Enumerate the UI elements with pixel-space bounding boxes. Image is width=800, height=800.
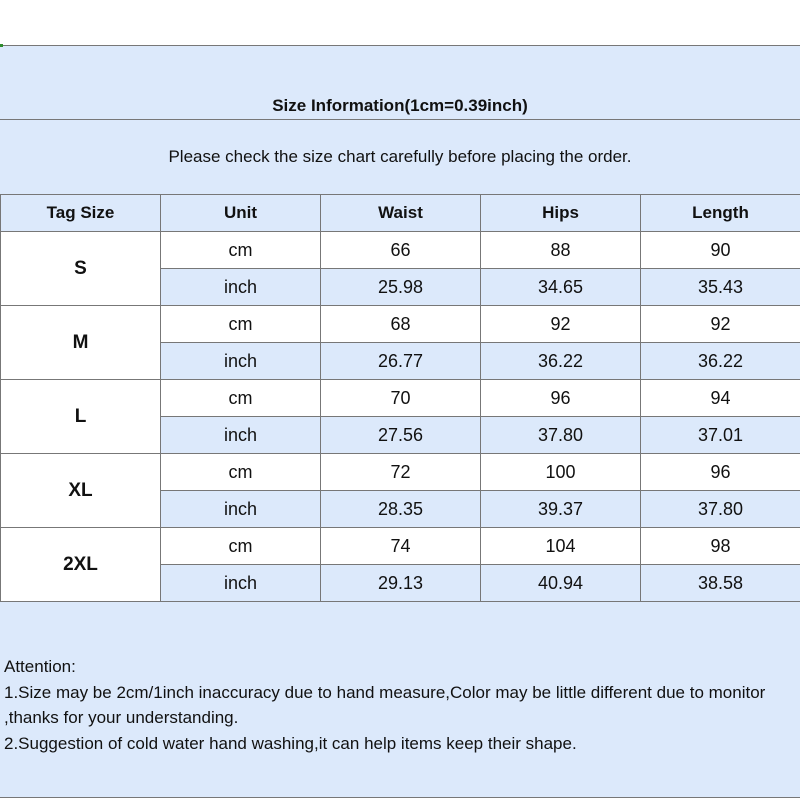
length-cell: 94 (641, 380, 800, 417)
waist-cell: 25.98 (321, 269, 481, 306)
hips-cell: 36.22 (481, 343, 641, 380)
page-title: Size Information(1cm=0.39inch) (0, 45, 800, 120)
table-row (1, 232, 800, 269)
attention-notes (4, 654, 796, 756)
waist-cell: 29.13 (321, 565, 481, 602)
waist-cell: 66 (321, 232, 481, 269)
header-waist: Waist (321, 195, 481, 232)
hips-cell: 39.37 (481, 491, 641, 528)
length-cell: 36.22 (641, 343, 800, 380)
attention-note-1: 1.Size may be 2cm/1inch inaccuracy due to hand measure,Color may be little different due to monitor ,thanks for your understanding. (4, 682, 766, 727)
table-row (1, 380, 800, 417)
header-row (1, 195, 800, 232)
attention-note-2: 2.Suggestion of cold water hand washing,it can help items keep their shape. (4, 733, 577, 753)
hips-cell: 96 (481, 380, 641, 417)
waist-cell: 27.56 (321, 417, 481, 454)
hips-cell: 37.80 (481, 417, 641, 454)
table-row (1, 306, 800, 343)
length-cell: 92 (641, 306, 800, 343)
header-unit: Unit (161, 195, 321, 232)
unit-cell: cm (161, 454, 321, 491)
length-cell: 35.43 (641, 269, 800, 306)
size-table (0, 194, 800, 602)
notice-text: Please check the size chart carefully before placing the order. (0, 120, 800, 195)
waist-cell: 70 (321, 380, 481, 417)
unit-cell: inch (161, 269, 321, 306)
unit-cell: cm (161, 232, 321, 269)
header-hips: Hips (481, 195, 641, 232)
attention-heading: Attention: (4, 657, 76, 676)
unit-cell: inch (161, 491, 321, 528)
hips-cell: 92 (481, 306, 641, 343)
hips-cell: 88 (481, 232, 641, 269)
unit-cell: inch (161, 343, 321, 380)
length-cell: 38.58 (641, 565, 800, 602)
tag-size-cell: M (1, 306, 161, 380)
hips-cell: 34.65 (481, 269, 641, 306)
tag-size-cell: XL (1, 454, 161, 528)
length-cell: 96 (641, 454, 800, 491)
tag-size-cell: S (1, 232, 161, 306)
waist-cell: 74 (321, 528, 481, 565)
header-length: Length (641, 195, 800, 232)
header-tag-size: Tag Size (1, 195, 161, 232)
unit-cell: cm (161, 306, 321, 343)
hips-cell: 100 (481, 454, 641, 491)
length-cell: 98 (641, 528, 800, 565)
unit-cell: cm (161, 528, 321, 565)
unit-cell: inch (161, 417, 321, 454)
tag-size-cell: L (1, 380, 161, 454)
waist-cell: 26.77 (321, 343, 481, 380)
waist-cell: 72 (321, 454, 481, 491)
length-cell: 90 (641, 232, 800, 269)
unit-cell: cm (161, 380, 321, 417)
hips-cell: 40.94 (481, 565, 641, 602)
hips-cell: 104 (481, 528, 641, 565)
waist-cell: 28.35 (321, 491, 481, 528)
table-row (1, 528, 800, 565)
unit-cell: inch (161, 565, 321, 602)
length-cell: 37.80 (641, 491, 800, 528)
tag-size-cell: 2XL (1, 528, 161, 602)
waist-cell: 68 (321, 306, 481, 343)
table-row (1, 454, 800, 491)
length-cell: 37.01 (641, 417, 800, 454)
